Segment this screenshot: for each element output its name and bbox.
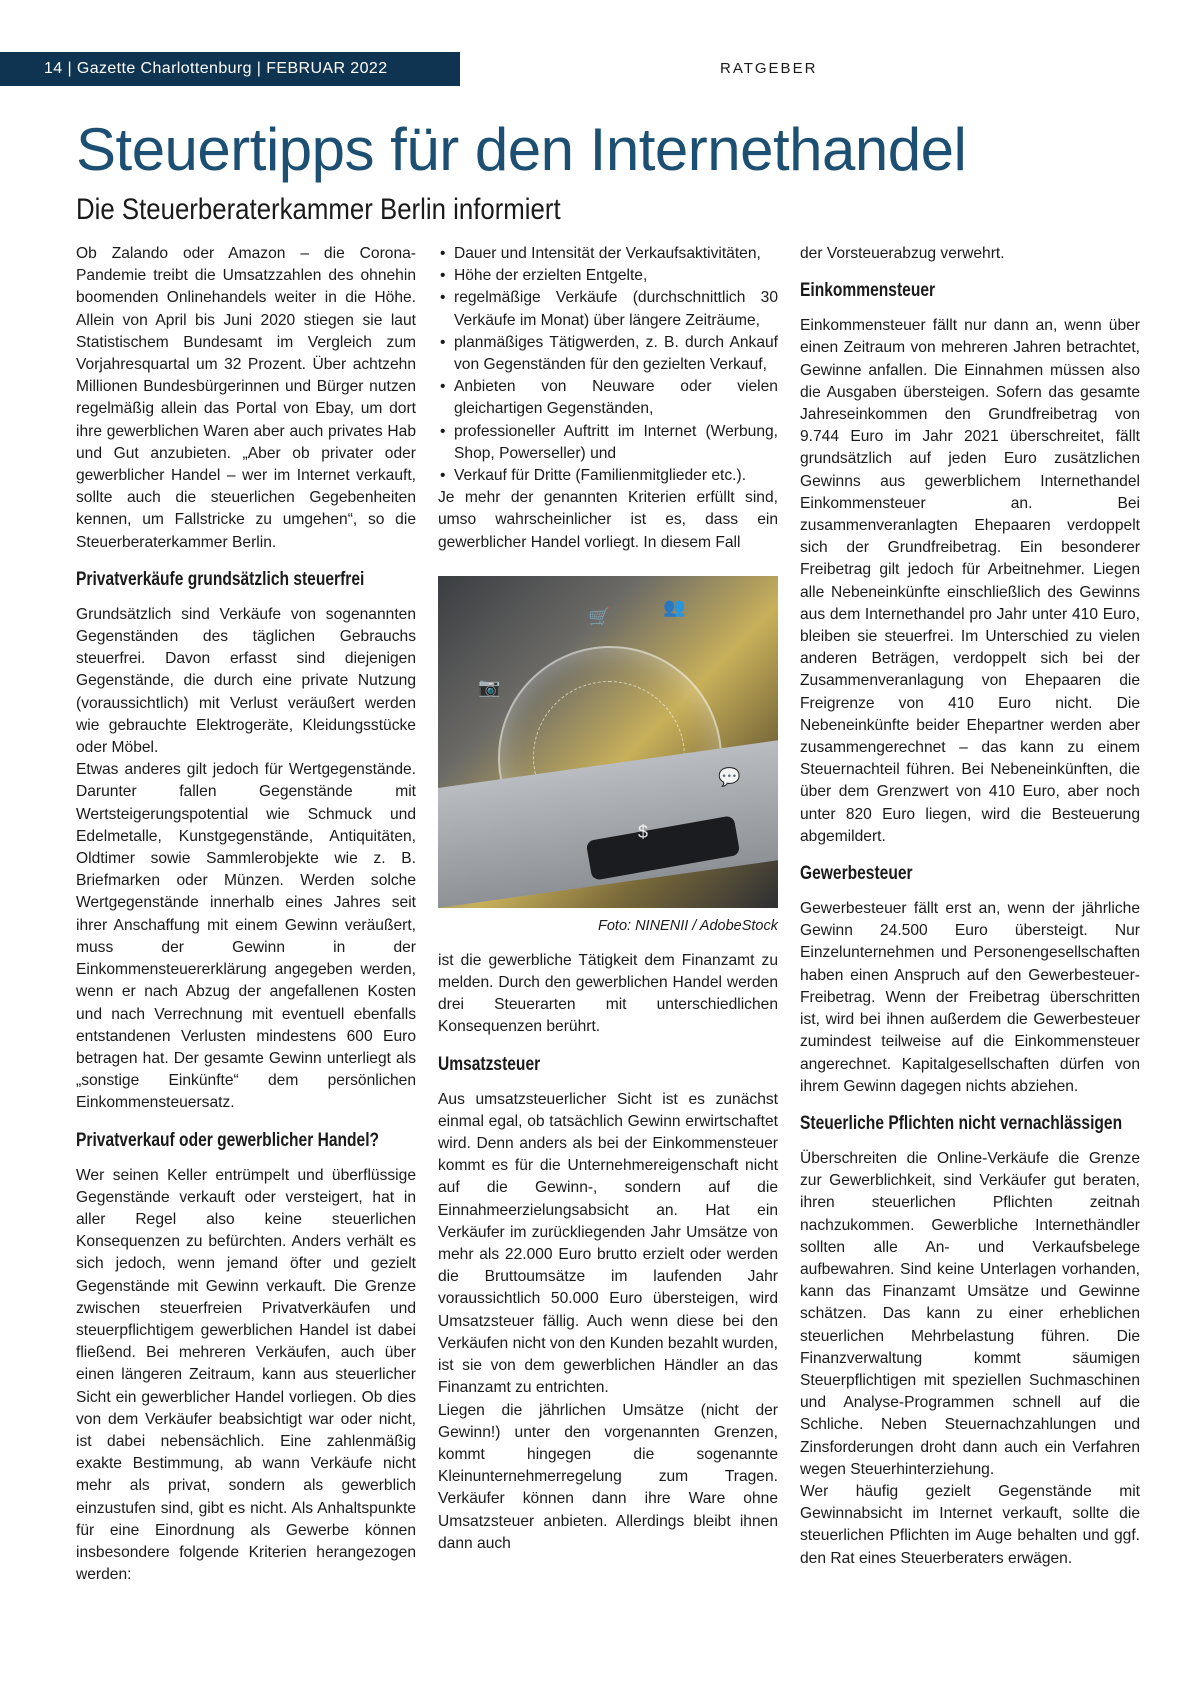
photo-caption: Foto: NINENII / AdobeStock — [598, 917, 778, 934]
paragraph: Einkommensteuer fällt nur dann an, wenn über einen Zeitraum von mehreren Jahren betrachtet, Gewinne anfallen. Die Einnahmen müssen also die Ausgaben übersteigen. Sofern das gesamte Jahreseinkommen den Grundfreibetrag von 9.744 Euro im Jahr 2021 überschreitet, fällt grundsätzlich auf jeden Euro zusätzlichen Gewinns aus gewerblichem Internethandel Einkommensteuer an. Bei zusammenveranlagten Ehepaaren verdoppelt sich der Grundfreibetrag. Ein besonderer Freibetrag gilt jedoch für Arbeitnehmer. Liegen alle Nebeneinkünfte einschließlich des Gewinns aus dem Internethandel pro Jahr unter 410 Euro, bleiben sie steuerfrei. Im Unterschied zu vielen anderen Beträgen, verdoppelt sich bei der Zusammenveranlagung von Ehepaaren die Freigrenze von 410 Euro nicht. Die Nebeneinkünfte beider Ehepartner werden aber zusammengerechnet – das kann zu einem Steuernachteil führen. Bei Nebeneinkünften, die über dem Grenzwert von 410 Euro, aber noch unter 820 Euro liegen, wird die Besteuerung abgemildert. — [800, 317, 1140, 845]
heading-tax-duties: Steuerliche Pflichten nicht vernachlässigen — [800, 1112, 1123, 1134]
list-item: • Verkauf für Dritte (Familienmitglieder etc.). — [438, 465, 778, 487]
article-photo — [438, 576, 778, 908]
page-info-bar — [0, 52, 460, 86]
paragraph: Wer häufig gezielt Gegenstände mit Gewinnabsicht im Internet verkauft, sollte die steuerlichen Pflichten im Auge behalten und ggf. den Rat eines Steuerberaters erwägen. — [800, 1482, 1140, 1567]
camera-icon: 📷 — [478, 676, 501, 697]
list-item: • regelmäßige Verkäufe (durchschnittlich 30 Verkäufe im Monat) über längere Zeiträume, — [438, 287, 778, 331]
intro-paragraph: Ob Zalando oder Amazon – die Corona-Pandemie treibt die Umsatzzahlen des ohnehin boomenden Onlinehandels weiter in die Höhe. Allein von April bis Juni 2020 stiegen sie laut Statistischem Bundesamt im Vergleich zum Vorjahresquartal um 32 Prozent. Über achtzehn Millionen Bundesbürgerinnen und Bürger nutzen regelmäßig allein das Portal von Ebay, um dort ihre gewerblichen Waren aber auch privates Hab und Gut anzubieten. „Aber ob privater oder gewerblicher Handel – wer im Internet verkauft, sollte auch die steuerlichen Gegebenheiten kennen, um Fallstricke zu umgehen“, so die Steuerberaterkammer Berlin. — [76, 245, 416, 551]
paragraph: Je mehr der genannten Kriterien erfüllt sind, umso wahrscheinlicher ist es, dass ein gewerblicher Handel vorliegt. In diesem Fall — [438, 489, 778, 551]
heading-vat: Umsatzsteuer — [438, 1053, 541, 1075]
dollar-icon: $ — [638, 821, 649, 842]
column-2 — [438, 243, 778, 1555]
heading-private-or-commercial: Privatverkauf oder gewerblicher Handel? — [76, 1129, 380, 1151]
paragraph: Liegen die jährlichen Umsätze (nicht der Gewinn!) unter den vorgenannten Grenzen, kommt hingegen die sogenannte Kleinunternehmerregelung zum Tragen. Verkäufer können dann ihre Ware ohne Umsatzsteuer anbieten. Allerdings bleibt ihnen dann auch — [438, 1401, 778, 1552]
paragraph: ist die gewerbliche Tätigkeit dem Finanzamt zu melden. Durch den gewerblichen Handel werden drei Steuerarten mit unterschiedlichen Konsequenzen berührt. — [438, 951, 778, 1036]
paragraph: Grundsätzlich sind Verkäufe von sogenannten Gegenständen des täglichen Gebrauchs steuerfrei. Davon erfasst sind diejenigen Gegenstände, die durch eine private Nutzung (voraussichtlich) mit Verlust veräußert werden wie gebrauchte Elektrogeräte, Kleidungsstücke oder Möbel. — [76, 605, 416, 757]
paragraph: Überschreiten die Online-Verkäufe die Grenze zur Gewerblichkeit, sind Verkäufer gut beraten, ihren steuerlichen Pflichten zeitnah nachzukommen. Gewerbliche Internethändler sollten alle An- und Verkaufsbelege aufbewahren. Sind keine Unterlagen vorhanden, kann das Finanzamt Umsätze und Gewinne schätzen. Das kann zu einer erheblichen steuerlichen Mehrbelastung führen. Die Finanzverwaltung kommt säumigen Steuerpflichtigen mit speziellen Suchmaschinen und Analyse-Programmen schnell auf die Schliche. Neben Steuernachzahlungen und Zinsforderungen droht dann auch ein Verfahren wegen Steuerhinterziehung. — [800, 1149, 1140, 1478]
cart-icon: 🛒 — [588, 606, 611, 627]
column-3 — [800, 243, 1140, 1570]
paragraph: der Vorsteuerabzug verwehrt. — [800, 245, 1005, 262]
chat-icon: 💬 — [718, 766, 741, 787]
article-subtitle: Die Steuerberaterkammer Berlin informiert — [76, 193, 561, 226]
paragraph: Wer seinen Keller entrümpelt und überflüssige Gegenstände verkauft oder versteigert, hat in aller Regel also keine steuerlichen Konsequenzen zu befürchten. Anders verhält es sich jedoch, wenn jemand öfter und gezielt Gegenstände mit Gewinn verkauft. Die Grenze zwischen steuerfreien Privatverkäufen und steuerpflichtigem gewerblichen Handel ist dabei fließend. Bei mehreren Verkäufen, auch über einen längeren Zeitraum, kann aus steuerlicher Sicht ein gewerblicher Handel vorliegen. Ob dies von dem Verkäufer beabsichtigt war oder nicht, ist dabei nebensächlich. Eine zahlenmäßig exakte Bestimmung, ab wann Verkäufe nicht mehr als privat, sondern als gewerblich einzustufen sind, gibt es nicht. Als Anhaltspunkte für eine Einordnung als Gewerbe können insbesondere folgende Kriterien herangezogen werden: — [76, 1166, 416, 1584]
heading-income-tax: Einkommensteuer — [800, 280, 936, 302]
paragraph: Gewerbesteuer fällt erst an, wenn der jährliche Gewinn 24.500 Euro übersteigt. Nur Einzelunternehmen und Personengesellschaften haben einen Anspruch auf den Gewerbesteuer-Freibetrag. Wenn der Freibetrag überschritten ist, wird bei ihnen außerdem die Gewerbesteuer zumindest teilweise auf die Einkommensteuer angerechnet. Kapitalgesellschaften dürfen von ihrem Gewinn dagegen nichts abziehen. — [800, 900, 1140, 1095]
heading-trade-tax: Gewerbesteuer — [800, 863, 913, 885]
paragraph: Etwas anderes gilt jedoch für Wertgegenstände. Darunter fallen Gegenstände mit Wertsteigerungspotential wie Schmuck und Edelmetalle, Kunstgegenstände, Antiquitäten, Oldtimer sowie Sammlerobjekte wie z. B. Briefmarken oder Münzen. Werden solche Wertgegenstände innerhalb eines Jahres seit ihrer Anschaffung mit einem Gewinn veräußert, muss der Gewinn in der Einkommensteuererklärung angegeben werden, wenn er nach Abzug der angefallenen Kosten und nach Verrechnung mit eventuell ebenfalls entstandenen Verlusten mindestens 600 Euro betragen hat. Der gesamte Gewinn unterliegt als „sonstige Einkünfte“ dem persönlichen Einkommensteuersatz. — [76, 761, 416, 1112]
heading-private-sales: Privatverkäufe grundsätzlich steuerfrei — [76, 568, 365, 590]
page-info: 14 | Gazette Charlottenburg | FEBRUAR 2022 — [44, 60, 388, 77]
article-title: Steuertipps für den Internethandel — [76, 116, 967, 183]
list-item: • Höhe der erzielten Entgelte, — [438, 265, 778, 287]
section-label: RATGEBER — [720, 60, 818, 77]
list-item: • Anbieten von Neuware oder vielen gleichartigen Gegenständen, — [438, 376, 778, 420]
criteria-list — [438, 243, 778, 487]
users-icon: 👥 — [663, 596, 686, 617]
list-item: • planmäßiges Tätigwerden, z. B. durch Ankauf von Gegenständen für den gezielten Verkauf, — [438, 332, 778, 376]
list-item: • professioneller Auftritt im Internet (Werbung, Shop, Powerseller) und — [438, 421, 778, 465]
column-1 — [76, 243, 416, 1586]
paragraph: Aus umsatzsteuerlicher Sicht ist es zunächst einmal egal, ob tatsächlich Gewinn erwirtschaftet wird. Denn anders als bei der Einkommensteuer kommt es für die Unternehmereigenschaft nicht auf die Gewinn-, sondern auf die Einnahmeerzielungsabsicht an. Hat ein Verkäufer im zurückliegenden Jahr Umsätze von mehr als 22.000 Euro brutto erzielt oder werden die Bruttoumsätze im laufenden Jahr voraussichtlich 50.000 Euro übersteigen, wird Umsatzsteuer fällig. Auch wenn diese bei den Verkäufen nicht von den Kunden bezahlt wurden, ist sie von dem gewerblichen Händler an das Finanzamt zu entrichten. — [438, 1090, 778, 1397]
list-item: • Dauer und Intensität der Verkaufsaktivitäten, — [438, 243, 778, 265]
